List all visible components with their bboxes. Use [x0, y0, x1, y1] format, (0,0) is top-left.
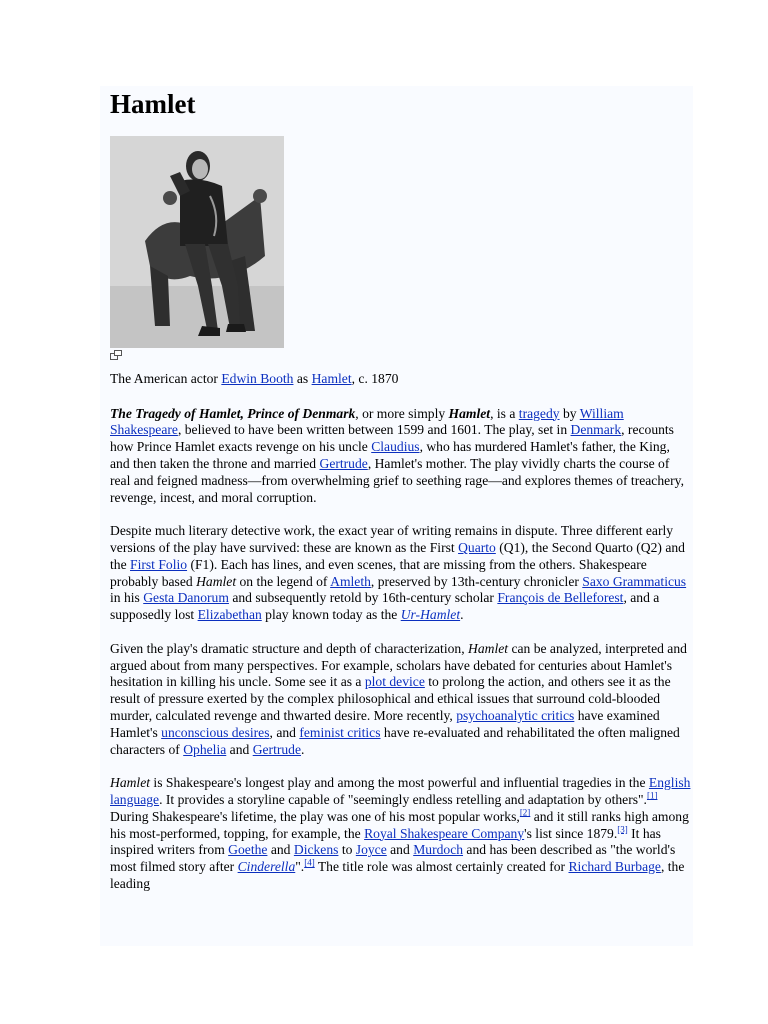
paragraph-versions	[110, 523, 692, 624]
text: During Shakespeare's lifetime, the play was one of his most popular works,	[110, 808, 520, 824]
short-title: Hamlet	[448, 405, 491, 421]
link-amleth[interactable]: Amleth	[330, 573, 371, 589]
link-royal-shakespeare-company[interactable]: Royal Shakespeare Company	[364, 825, 525, 841]
link-tragedy[interactable]: tragedy	[518, 405, 560, 421]
text: , the leading	[110, 859, 685, 891]
text: is Shakespeare's longest play and among the most powerful and influential tragedies in the	[150, 775, 649, 791]
link-psychoanalytic-critics[interactable]: psychoanalytic critics	[456, 707, 575, 723]
text: have re-evaluated and rehabilitated the often maligned characters of	[110, 724, 680, 757]
text: (F1). Each has lines, and even scenes, that are missing from the others. Shakespeare probably based	[110, 556, 647, 589]
link-dickens[interactable]: Dickens	[293, 842, 339, 858]
reference-2[interactable]: [2]	[519, 807, 531, 818]
text: The title role was almost certainly created for	[314, 859, 569, 875]
text: , and a supposedly lost	[110, 590, 660, 623]
link-cinderella-text: Cinderella	[237, 859, 296, 875]
text: , or more simply	[355, 405, 449, 421]
text: Despite much literary detective work, the exact year of writing remains in dispute. Three different early versions of the play have survived: these are known as the First	[110, 523, 674, 555]
italic-title: Hamlet	[196, 573, 237, 589]
link-cinderella[interactable]	[238, 859, 296, 874]
caption-text: as	[293, 370, 312, 386]
text: , believed to have been written between 1599 and 1601. The play, set in	[177, 422, 571, 438]
text: and it still ranks high among his most-performed, topping, for example, the	[110, 808, 689, 841]
link-first-folio[interactable]: First Folio	[130, 556, 188, 572]
link-unconscious-desires[interactable]: unconscious desires	[161, 724, 270, 740]
paragraph-interpretation	[110, 641, 692, 759]
text: , Hamlet's mother. The play vividly charts the course of real and feigned madness—from overwhelming grief to seething rage—and explores themes of treachery, revenge, incest, and moral corruption.	[110, 455, 684, 505]
text: and subsequently retold by 16th-century scholar	[228, 590, 498, 606]
caption-text: The American actor	[110, 370, 222, 386]
text: , recounts how Prince Hamlet exacts revenge on his uncle	[110, 422, 674, 455]
paragraph-influence	[110, 775, 692, 893]
text: and has been described as "the world's most filmed story after	[110, 842, 676, 875]
link-feminist-critics[interactable]: feminist critics	[299, 724, 381, 740]
link-quarto[interactable]: Quarto	[458, 539, 496, 555]
italic-title: Hamlet	[468, 640, 509, 656]
text: to prolong the action, and others see it as the result of pressure exerted by the complex philosophical and ethical issues that surround cold-blooded murder, calculated revenge and thwarted desire. More recently,	[110, 674, 671, 723]
photo-caption	[110, 371, 692, 388]
text: ".	[295, 859, 305, 875]
text: can be analyzed, interpreted and argued about from many perspectives. For example, scholars have debated for centuries about Hamlet's hesitation in killing his uncle. Some see it as a	[110, 640, 687, 690]
link-richard-burbage[interactable]: Richard Burbage	[568, 859, 661, 875]
text: Given the play's dramatic structure and depth of characterization,	[110, 640, 469, 656]
caption-text: , c. 1870	[351, 370, 399, 386]
link-saxo-grammaticus[interactable]: Saxo Grammaticus	[582, 573, 687, 589]
link-francois-de-belleforest[interactable]: François de Belleforest	[497, 590, 624, 606]
text: , and	[269, 724, 300, 740]
full-title: The Tragedy of Hamlet, Prince of Denmark	[110, 405, 356, 421]
link-gesta-danorum[interactable]: Gesta Danorum	[143, 590, 229, 606]
text: , is a	[490, 405, 519, 421]
text: 's list since 1879.	[524, 825, 618, 841]
link-william-shakespeare[interactable]: William Shakespeare	[110, 405, 624, 438]
italic-title: Hamlet	[110, 775, 151, 791]
link-plot-device[interactable]: plot device	[364, 674, 425, 690]
link-joyce[interactable]: Joyce	[355, 842, 387, 858]
text: .	[460, 607, 464, 623]
text: and	[386, 842, 414, 858]
link-edwin-booth[interactable]: Edwin Booth	[221, 370, 294, 386]
reference-3[interactable]: [3]	[617, 823, 628, 834]
link-murdoch[interactable]: Murdoch	[413, 842, 464, 858]
reference-1[interactable]: [1]	[646, 790, 658, 801]
link-claudius[interactable]: Claudius	[371, 439, 420, 455]
text: in his	[110, 590, 144, 606]
link-ophelia[interactable]: Ophelia	[183, 741, 227, 757]
text: play known today as the	[261, 607, 401, 623]
link-elizabethan[interactable]: Elizabethan	[197, 607, 262, 623]
link-goethe[interactable]: Goethe	[228, 842, 268, 858]
link-denmark[interactable]: Denmark	[570, 422, 622, 438]
link-english-language[interactable]: English language	[110, 775, 691, 807]
paragraph-intro	[110, 406, 692, 507]
link-gertrude[interactable]: Gertrude	[319, 455, 368, 471]
text: , who has murdered Hamlet's father, the King, and then taken the throne and married	[110, 439, 670, 471]
text: have examined Hamlet's	[110, 707, 660, 740]
enlarge-icon[interactable]	[110, 350, 122, 360]
text: .	[301, 741, 305, 757]
text: . It provides a storyline capable of "seemingly endless retelling and adaptation by others".	[159, 791, 647, 807]
text: and	[267, 842, 294, 858]
hamlet-photo[interactable]	[110, 136, 284, 348]
text: on the legend of	[236, 573, 331, 589]
photo-drawing	[110, 136, 284, 348]
link-ur-hamlet-text: Ur-Hamlet	[400, 607, 461, 623]
link-ur-hamlet[interactable]	[401, 607, 460, 622]
page-title: Hamlet	[110, 89, 196, 119]
link-gertrude[interactable]: Gertrude	[252, 741, 302, 757]
text: to	[338, 842, 356, 858]
reference-4[interactable]: [4]	[304, 857, 315, 868]
text: and	[226, 741, 253, 757]
link-hamlet[interactable]: Hamlet	[311, 370, 352, 386]
text: by	[559, 405, 580, 421]
text: , preserved by 13th-century chronicler	[370, 573, 583, 589]
text: (Q1), the Second Quarto (Q2) and the	[110, 539, 685, 572]
text: It has inspired writers from	[110, 825, 661, 858]
article	[110, 86, 692, 910]
